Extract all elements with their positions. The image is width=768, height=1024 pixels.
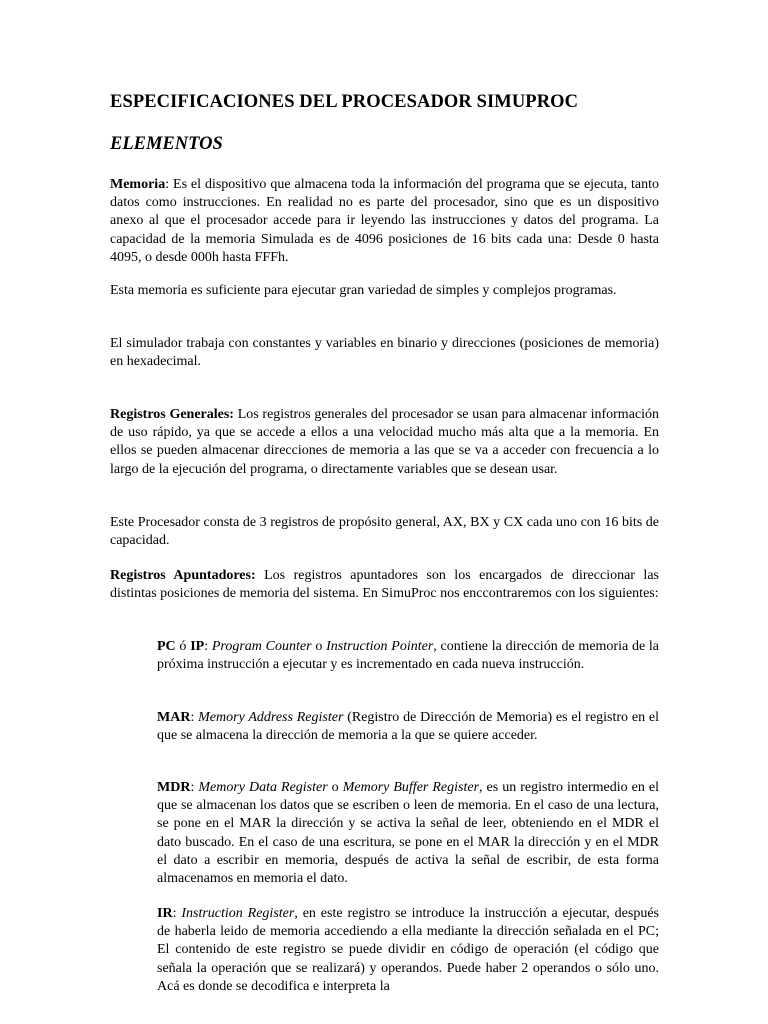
document-title: ESPECIFICACIONES DEL PROCESADOR SIMUPROC bbox=[110, 92, 579, 112]
paragraph-pc bbox=[157, 638, 659, 674]
term-mdr: MDR bbox=[157, 780, 191, 795]
mdr-text: , es un registro intermedio en el que se almacenan los datos que se escriben o leen de memoria. En el caso de una lectura, se pone en el MAR la dirección y se activa la señal de leer, obteniendo en el MDR el dato buscado. En el caso de una escritura, se pone en el MAR la dirección y en el MDR el dato a escribir en memoria, después de activa la señal de escribir, de esta forma almacenamos en memoria el dato. bbox=[157, 780, 659, 887]
section-title: ELEMENTOS bbox=[110, 134, 223, 154]
term-registros-apuntadores: Registros Apuntadores: bbox=[110, 568, 256, 583]
registros-apuntadores-text: Los registros apuntadores son los encargados de direccionar las distintas posiciones de memoria del sistema. En SimuProc nos enccontraremos con los siguientes: bbox=[110, 568, 659, 602]
paragraph-memoria bbox=[110, 176, 659, 267]
mdr-or: o bbox=[327, 780, 343, 795]
registros-generales-text: Los registros generales del procesador se usan para almacenar información de uso rápido, ya que se accede a ellos a una velocidad mucho más alta que a la memoria. En ellos se pueden almacenar direcciones de memoria a las que se va a acceder con frecuencia a lo largo de la ejecución del programa, o directamente variables que se desean usar. bbox=[110, 407, 660, 477]
mar-name: Memory Address Register bbox=[198, 710, 344, 725]
pc-text: , contiene la dirección de memoria de la próxima instrucción a ejecutar y es incrementado en cada nueva instrucción. bbox=[157, 639, 660, 673]
ir-text: , en este registro se introduce la instrucción a ejecutar, después de haberla leido de memoria accediendo a ella mediante la dirección señalada en el PC; El contenido de este registro se puede dividir en código de operación (el código que señala la operación que se realizará) y operandos. Puede haber 2 operandos o sólo uno. Acá es donde se decodifica e interpreta la bbox=[157, 906, 659, 994]
term-memoria: Memoria bbox=[110, 177, 166, 192]
ir-name: Instruction Register bbox=[181, 906, 295, 921]
paragraph-registros-generales-2: Este Procesador consta de 3 registros de propósito general, AX, BX y CX cada uno con 16 bits de capacidad. bbox=[110, 515, 659, 549]
term-pc: PC bbox=[157, 639, 176, 654]
paragraph-memoria-3: El simulador trabaja con constantes y variables en binario y direcciones (posiciones de memoria) en hexadecimal. bbox=[110, 336, 659, 370]
paragraph-registros-generales bbox=[110, 406, 659, 479]
mar-text: (Registro de Dirección de Memoria) es el registro en el que se almacena la dirección de memoria a la que se quiere acceder. bbox=[157, 710, 659, 744]
ir-colon: : bbox=[172, 906, 182, 921]
pc-or-2: o bbox=[311, 639, 327, 654]
paragraph-ir bbox=[157, 905, 659, 996]
term-ip: IP bbox=[190, 639, 205, 654]
mdr-name: Memory Data Register bbox=[198, 780, 328, 795]
mdr-colon: : bbox=[190, 780, 199, 795]
pc-name: Program Counter bbox=[211, 639, 312, 654]
mar-colon: : bbox=[190, 710, 199, 725]
memoria-text: : Es el dispositivo que almacena toda la información del programa que se ejecuta, tanto datos como instrucciones. En realidad no es parte del procesador, sino que es un dispositivo anexo al que el procesador accede para ir leyendo las instrucciones y datos del programa. La capacidad de la memoria Simulada es de 4096 posiciones de 16 bits cada una: Desde 0 hasta 4095, o desde 000h hasta FFFh. bbox=[110, 177, 659, 265]
paragraph-mar bbox=[157, 709, 659, 745]
term-registros-generales: Registros Generales: bbox=[110, 407, 234, 422]
term-mar: MAR bbox=[157, 710, 191, 725]
pc-colon: : bbox=[204, 639, 212, 654]
paragraph-registros-apuntadores bbox=[110, 567, 659, 603]
paragraph-mdr bbox=[157, 779, 659, 888]
pc-or: ó bbox=[175, 639, 191, 654]
paragraph-memoria-2: Esta memoria es suficiente para ejecutar gran variedad de simples y complejos programas. bbox=[110, 283, 617, 298]
mbr-name: Memory Buffer Register bbox=[342, 780, 480, 795]
ip-name: Instruction Pointer bbox=[326, 639, 434, 654]
term-ir: IR bbox=[157, 906, 173, 921]
